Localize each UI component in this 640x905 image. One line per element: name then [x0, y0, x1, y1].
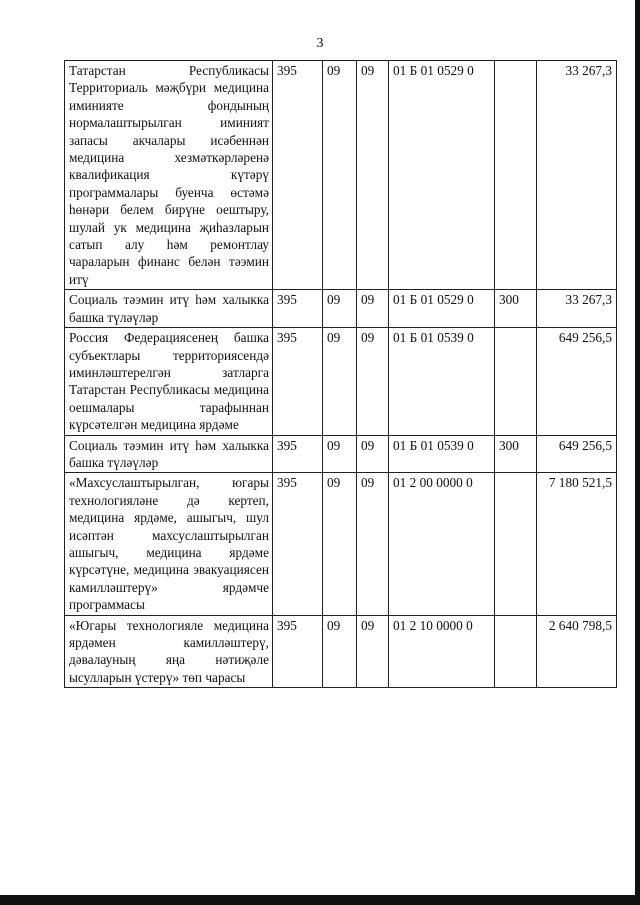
scan-edge-right — [635, 0, 640, 905]
amount: 7 180 521,5 — [537, 473, 617, 615]
item-name: Социаль тәэмин итү һәм халыкка башка түләүләр — [65, 290, 273, 328]
table-row — [65, 473, 617, 615]
subsection-code: 09 — [357, 290, 389, 328]
subsection-code: 09 — [357, 61, 389, 290]
table-row — [65, 328, 617, 435]
table-row — [65, 61, 617, 290]
section-code: 09 — [323, 61, 357, 290]
section-code: 09 — [323, 615, 357, 688]
section-code: 09 — [323, 290, 357, 328]
table-body — [65, 61, 617, 688]
subsection-code: 09 — [357, 328, 389, 435]
amount: 2 640 798,5 — [537, 615, 617, 688]
ministry-code: 395 — [273, 473, 323, 615]
item-name: Социаль тәэмин итү һәм халыкка башка түләүләр — [65, 435, 273, 473]
table-row — [65, 615, 617, 688]
subsection-code: 09 — [357, 615, 389, 688]
item-name: Россия Федерациясенең башка субъектлары территориясендә иминләштерелгән затларга Татарстан Республикасы медицина оешмалары тарафыннан күрсәтелгән медицина ярдәме — [65, 328, 273, 435]
target-code: 01 Б 01 0529 0 — [389, 290, 495, 328]
ministry-code: 395 — [273, 290, 323, 328]
subsection-code: 09 — [357, 473, 389, 615]
page-number: 3 — [316, 36, 324, 51]
expense-type-code — [495, 328, 537, 435]
item-name: «Югары технологияле медицина ярдәмен камилләштерү, дәвалауның яңа нәтиҗәле ысулларын үстерү» төп чарасы — [65, 615, 273, 688]
amount: 33 267,3 — [537, 290, 617, 328]
item-name: «Махсуслаштырылган, югары технологияләне дә кертеп, медицина ярдәме, ашыгыч, шул исәптән махсуслаштырылган ашыгыч, медицина ярдәме күрсәтүне, медицина эвакуациясен камилләштерү» ярдәмче программасы — [65, 473, 273, 615]
scan-edge-bottom — [0, 895, 640, 905]
target-code: 01 Б 01 0539 0 — [389, 435, 495, 473]
section-code: 09 — [323, 435, 357, 473]
item-name: Татарстан Республикасы Территориаль мәҗбүри медицина иминияте фондының нормалаштырылган иминият запасы акчалары исәбеннән медицина хезмәткәрләренә квалификация күтәрү программалары буенча өстәмә һөнәри белем бирүне оештыру, шулай ук медицина җиһазларын сатып алу һәм ремонтлау чараларын финанс белән тәэмин итү — [65, 61, 273, 290]
target-code: 01 2 10 0000 0 — [389, 615, 495, 688]
table-row — [65, 290, 617, 328]
section-code: 09 — [323, 473, 357, 615]
amount: 649 256,5 — [537, 435, 617, 473]
target-code: 01 Б 01 0539 0 — [389, 328, 495, 435]
ministry-code: 395 — [273, 615, 323, 688]
ministry-code: 395 — [273, 435, 323, 473]
ministry-code: 395 — [273, 328, 323, 435]
target-code: 01 Б 01 0529 0 — [389, 61, 495, 290]
expense-type-code — [495, 473, 537, 615]
expense-type-code — [495, 61, 537, 290]
amount: 649 256,5 — [537, 328, 617, 435]
expense-type-code: 300 — [495, 290, 537, 328]
expense-type-code — [495, 615, 537, 688]
target-code: 01 2 00 0000 0 — [389, 473, 495, 615]
subsection-code: 09 — [357, 435, 389, 473]
amount: 33 267,3 — [537, 61, 617, 290]
ministry-code: 395 — [273, 61, 323, 290]
section-code: 09 — [323, 328, 357, 435]
budget-table — [64, 60, 617, 688]
expense-type-code: 300 — [495, 435, 537, 473]
table-row — [65, 435, 617, 473]
